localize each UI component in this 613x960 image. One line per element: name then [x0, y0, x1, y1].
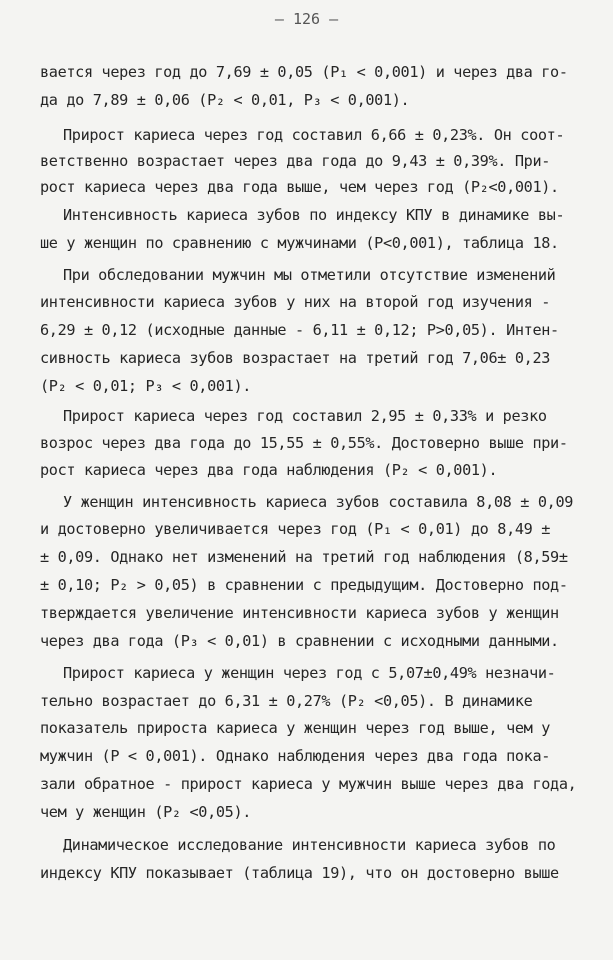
text-line: возрос через два года до 15,55 ± 0,55%. Достоверно выше при-	[40, 434, 568, 452]
text-line: и достоверно увеличивается через год (P₁ < 0,01) до 8,49 ±	[40, 520, 551, 538]
text-line: (P₂ < 0,01; P₃ < 0,001).	[40, 377, 252, 395]
text-line: показатель прироста кариеса у женщин через год выше, чем у	[40, 719, 551, 737]
text-line: да до 7,89 ± 0,06 (P₂ < 0,01, P₃ < 0,001).	[40, 91, 410, 109]
text-line: мужчин (P < 0,001). Однако наблюдения через два года пока-	[40, 747, 551, 765]
text-line: индексу КПУ показывает (таблица 19), что он достоверно выше	[40, 864, 559, 882]
paragraph-start-line: У женщин интенсивность кариеса зубов составила 8,08 ± 0,09	[63, 493, 574, 511]
text-line: ше у женщин по сравнению с мужчинами (P<0,001), таблица 18.	[40, 234, 559, 252]
paragraph-start-line: Динамическое исследование интенсивности кариеса зубов по	[63, 836, 556, 854]
paragraph-start-line: Прирост кариеса через год составил 2,95 ± 0,33% и резко	[63, 407, 547, 425]
paragraph-start-line: Прирост кариеса через год составил 6,66 ± 0,23%. Он соот-	[63, 126, 565, 144]
paragraph-start-line: Прирост кариеса у женщин через год с 5,07±0,49% незначи-	[63, 664, 556, 682]
text-line: чем у женщин (P₂ <0,05).	[40, 803, 252, 821]
text-line: 6,29 ± 0,12 (исходные данные - 6,11 ± 0,12; P>0,05). Интен-	[40, 321, 559, 339]
text-line: ветственно возрастает через два года до 9,43 ± 0,39%. При-	[40, 152, 551, 170]
text-line: через два года (P₃ < 0,01) в сравнении с исходными данными.	[40, 632, 559, 650]
text-line: ± 0,09. Однако нет изменений на третий год наблюдения (8,59±	[40, 548, 568, 566]
text-line: тельно возрастает до 6,31 ± 0,27% (P₂ <0,05). В динамике	[40, 692, 533, 710]
text-line: рост кариеса через два года наблюдения (P₂ < 0,001).	[40, 461, 498, 479]
paragraph-start-line: Интенсивность кариеса зубов по индексу КПУ в динамике вы-	[63, 206, 565, 224]
text-line: вается через год до 7,69 ± 0,05 (P₁ < 0,001) и через два го-	[40, 63, 568, 81]
paragraph-start-line: При обследовании мужчин мы отметили отсутствие изменений	[63, 266, 556, 284]
page-number: – 126 –	[274, 10, 339, 28]
text-line: зали обратное - прирост кариеса у мужчин выше через два года,	[40, 775, 577, 793]
text-line: рост кариеса через два года выше, чем через год (P₂<0,001).	[40, 178, 559, 196]
text-line: сивность кариеса зубов возрастает на третий год 7,06± 0,23	[40, 349, 551, 367]
text-line: тверждается увеличение интенсивности кариеса зубов у женщин	[40, 604, 559, 622]
text-line: интенсивности кариеса зубов у них на второй год изучения -	[40, 293, 551, 311]
text-line: ± 0,10; P₂ > 0,05) в сравнении с предыдущим. Достоверно под-	[40, 576, 568, 594]
